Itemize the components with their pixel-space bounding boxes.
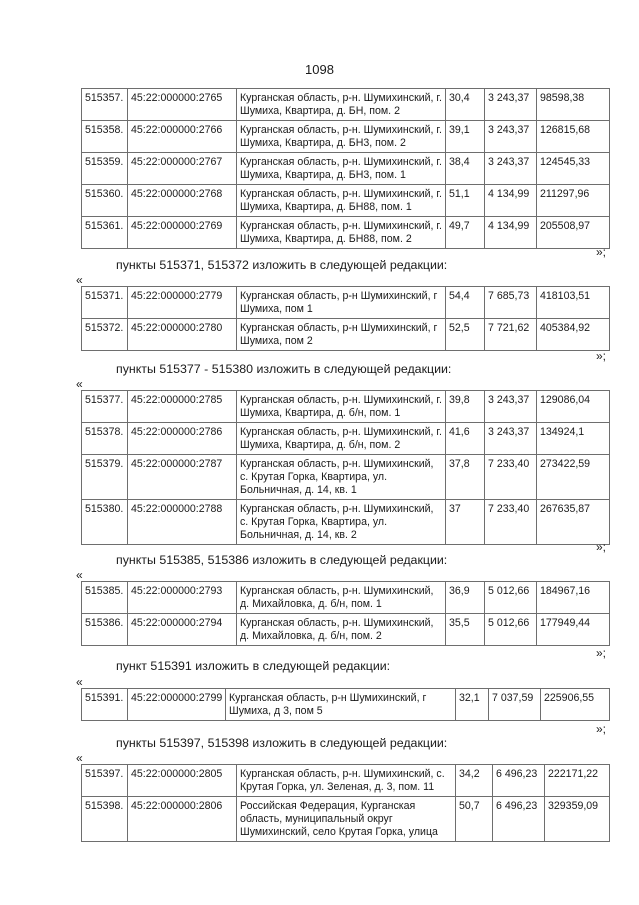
unit-value-cell: 7 233,40 <box>485 455 537 500</box>
row-number-cell: 515372. <box>82 319 128 351</box>
address-cell: Курганская область, р-н Шумихинский, г Шумиха, д 3, пом 5 <box>226 689 456 721</box>
address-cell: Курганская область, р-н. Шумихинский, г. Шумиха, Квартира, д. БН3, пом. 1 <box>237 153 446 185</box>
row-number-cell: 515385. <box>82 582 128 614</box>
area-cell: 39,1 <box>446 121 485 153</box>
cadastral-value-cell: 129086,04 <box>537 391 610 423</box>
row-number-cell: 515378. <box>82 423 128 455</box>
cadastral-number-cell: 45:22:000000:2805 <box>128 765 237 797</box>
opening-quote-2: « <box>76 377 83 391</box>
unit-value-cell: 3 243,37 <box>485 391 537 423</box>
unit-value-cell: 6 496,23 <box>493 765 545 797</box>
table-row <box>82 689 610 721</box>
closing-quote-5: »; <box>596 722 607 736</box>
address-cell: Российская Федерация, Курганская область, муниципальный округ Шумихинский, село Крутая Горка, улица <box>237 797 456 842</box>
amendment-paragraph-2: пункты 515377 - 515380 изложить в следующей редакции: <box>116 362 452 376</box>
row-number-cell: 515377. <box>82 391 128 423</box>
address-cell: Курганская область, р-н. Шумихинский, г. Шумиха, Квартира, д. БН88, пом. 1 <box>237 185 446 217</box>
area-cell: 39,8 <box>446 391 485 423</box>
cadastral-number-cell: 45:22:000000:2787 <box>128 455 237 500</box>
cadastral-number-cell: 45:22:000000:2766 <box>128 121 237 153</box>
table-row <box>82 614 610 646</box>
closing-quote-1: »; <box>596 245 607 259</box>
property-table-3 <box>81 390 610 545</box>
cadastral-value-cell: 273422,59 <box>537 455 610 500</box>
address-cell: Курганская область, р-н. Шумихинский, г. Шумиха, Квартира, д. БН3, пом. 2 <box>237 121 446 153</box>
table-row <box>82 89 610 121</box>
property-table-2 <box>81 286 610 351</box>
area-cell: 37 <box>446 500 485 545</box>
unit-value-cell: 3 243,37 <box>485 89 537 121</box>
table-row <box>82 423 610 455</box>
area-cell: 52,5 <box>446 319 485 351</box>
cadastral-value-cell: 177949,44 <box>537 614 610 646</box>
address-cell: Курганская область, р-н. Шумихинский, д. Михайловка, д. б/н, пом. 1 <box>237 582 446 614</box>
property-table-1 <box>81 88 610 249</box>
area-cell: 54,4 <box>446 287 485 319</box>
row-number-cell: 515380. <box>82 500 128 545</box>
unit-value-cell: 6 496,23 <box>493 797 545 842</box>
cadastral-value-cell: 329359,09 <box>545 797 610 842</box>
address-cell: Курганская область, р-н. Шумихинский, г. Шумиха, Квартира, д. БН88, пом. 2 <box>237 217 446 249</box>
unit-value-cell: 7 037,59 <box>489 689 541 721</box>
cadastral-number-cell: 45:22:000000:2799 <box>128 689 226 721</box>
address-cell: Курганская область, р-н. Шумихинский, г. Шумиха, Квартира, д. б/н, пом. 2 <box>237 423 446 455</box>
opening-quote-4: « <box>76 675 83 689</box>
opening-quote-3: « <box>76 568 83 582</box>
row-number-cell: 515357. <box>82 89 128 121</box>
cadastral-number-cell: 45:22:000000:2806 <box>128 797 237 842</box>
opening-quote-5: « <box>76 751 83 765</box>
row-number-cell: 515360. <box>82 185 128 217</box>
table-row <box>82 391 610 423</box>
table-row <box>82 153 610 185</box>
row-number-cell: 515361. <box>82 217 128 249</box>
unit-value-cell: 3 243,37 <box>485 153 537 185</box>
page-number: 1098 <box>305 62 334 77</box>
amendment-paragraph-1: пункты 515371, 515372 изложить в следующей редакции: <box>116 258 448 272</box>
area-cell: 37,8 <box>446 455 485 500</box>
area-cell: 35,5 <box>446 614 485 646</box>
area-cell: 34,2 <box>456 765 493 797</box>
unit-value-cell: 7 721,62 <box>485 319 537 351</box>
table-row <box>82 455 610 500</box>
table-row <box>82 185 610 217</box>
unit-value-cell: 3 243,37 <box>485 423 537 455</box>
property-table-4 <box>81 581 610 646</box>
row-number-cell: 515398. <box>82 797 128 842</box>
closing-quote-3: »; <box>596 540 607 554</box>
cadastral-number-cell: 45:22:000000:2779 <box>128 287 237 319</box>
cadastral-value-cell: 124545,33 <box>537 153 610 185</box>
area-cell: 49,7 <box>446 217 485 249</box>
table-row <box>82 582 610 614</box>
cadastral-value-cell: 222171,22 <box>545 765 610 797</box>
row-number-cell: 515391. <box>82 689 128 721</box>
area-cell: 30,4 <box>446 89 485 121</box>
cadastral-value-cell: 184967,16 <box>537 582 610 614</box>
area-cell: 32,1 <box>456 689 489 721</box>
unit-value-cell: 5 012,66 <box>485 614 537 646</box>
row-number-cell: 515358. <box>82 121 128 153</box>
address-cell: Курганская область, р-н Шумихинский, г Шумиха, пом 1 <box>237 287 446 319</box>
cadastral-value-cell: 205508,97 <box>537 217 610 249</box>
amendment-paragraph-3: пункты 515385, 515386 изложить в следующей редакции: <box>116 553 448 567</box>
table-row <box>82 797 610 842</box>
property-table-6 <box>81 764 610 842</box>
cadastral-number-cell: 45:22:000000:2768 <box>128 185 237 217</box>
cadastral-number-cell: 45:22:000000:2793 <box>128 582 237 614</box>
cadastral-number-cell: 45:22:000000:2769 <box>128 217 237 249</box>
address-cell: Курганская область, р-н. Шумихинский, г. Шумиха, Квартира, д. БН, пом. 2 <box>237 89 446 121</box>
amendment-paragraph-4: пункт 515391 изложить в следующей редакции: <box>116 659 391 673</box>
cadastral-number-cell: 45:22:000000:2785 <box>128 391 237 423</box>
cadastral-value-cell: 405384,92 <box>537 319 610 351</box>
address-cell: Курганская область, р-н. Шумихинский, с. Крутая Горка, Квартира, ул. Больничная, д. 14, кв. 1 <box>237 455 446 500</box>
property-table-5 <box>81 688 610 721</box>
row-number-cell: 515386. <box>82 614 128 646</box>
cadastral-number-cell: 45:22:000000:2765 <box>128 89 237 121</box>
unit-value-cell: 7 233,40 <box>485 500 537 545</box>
table-row <box>82 500 610 545</box>
table-row <box>82 319 610 351</box>
table-row <box>82 217 610 249</box>
table-row <box>82 121 610 153</box>
cadastral-number-cell: 45:22:000000:2767 <box>128 153 237 185</box>
address-cell: Курганская область, р-н. Шумихинский, с. Крутая Горка, Квартира, ул. Больничная, д. 14, кв. 2 <box>237 500 446 545</box>
area-cell: 38,4 <box>446 153 485 185</box>
row-number-cell: 515379. <box>82 455 128 500</box>
closing-quote-2: »; <box>596 349 607 363</box>
address-cell: Курганская область, р-н. Шумихинский, с. Крутая Горка, ул. Зеленая, д. 3, пом. 11 <box>237 765 456 797</box>
cadastral-value-cell: 98598,38 <box>537 89 610 121</box>
unit-value-cell: 4 134,99 <box>485 185 537 217</box>
cadastral-number-cell: 45:22:000000:2786 <box>128 423 237 455</box>
cadastral-value-cell: 418103,51 <box>537 287 610 319</box>
unit-value-cell: 4 134,99 <box>485 217 537 249</box>
cadastral-number-cell: 45:22:000000:2794 <box>128 614 237 646</box>
cadastral-number-cell: 45:22:000000:2788 <box>128 500 237 545</box>
row-number-cell: 515359. <box>82 153 128 185</box>
cadastral-value-cell: 134924,1 <box>537 423 610 455</box>
cadastral-value-cell: 211297,96 <box>537 185 610 217</box>
amendment-paragraph-5: пункты 515397, 515398 изложить в следующей редакции: <box>116 736 448 750</box>
table-row <box>82 765 610 797</box>
row-number-cell: 515397. <box>82 765 128 797</box>
row-number-cell: 515371. <box>82 287 128 319</box>
cadastral-value-cell: 126815,68 <box>537 121 610 153</box>
address-cell: Курганская область, р-н. Шумихинский, д. Михайловка, д. б/н, пом. 2 <box>237 614 446 646</box>
closing-quote-4: »; <box>596 646 607 660</box>
area-cell: 36,9 <box>446 582 485 614</box>
area-cell: 51,1 <box>446 185 485 217</box>
table-row <box>82 287 610 319</box>
address-cell: Курганская область, р-н. Шумихинский, г. Шумиха, Квартира, д. б/н, пом. 1 <box>237 391 446 423</box>
unit-value-cell: 3 243,37 <box>485 121 537 153</box>
opening-quote-1: « <box>76 273 83 287</box>
area-cell: 50,7 <box>456 797 493 842</box>
unit-value-cell: 7 685,73 <box>485 287 537 319</box>
unit-value-cell: 5 012,66 <box>485 582 537 614</box>
area-cell: 41,6 <box>446 423 485 455</box>
cadastral-value-cell: 267635,87 <box>537 500 610 545</box>
cadastral-number-cell: 45:22:000000:2780 <box>128 319 237 351</box>
cadastral-value-cell: 225906,55 <box>541 689 610 721</box>
address-cell: Курганская область, р-н Шумихинский, г Шумиха, пом 2 <box>237 319 446 351</box>
